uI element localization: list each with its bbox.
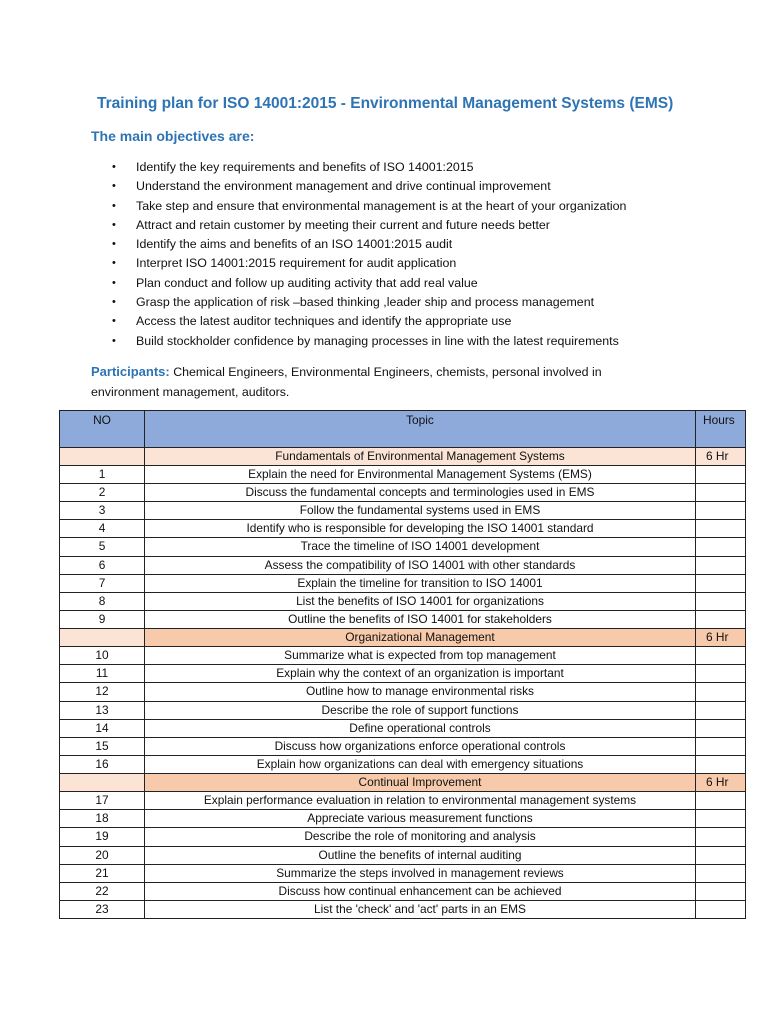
bullet-icon: • (112, 296, 116, 309)
section-no-cell (60, 448, 145, 466)
row-topic: Summarize the steps involved in management reviews (145, 864, 696, 882)
objective-item (112, 254, 626, 273)
objective-text: Attract and retain customer by meeting their current and future needs better (136, 217, 550, 232)
table-body (60, 448, 746, 919)
row-topic: Outline how to manage environmental risks (145, 683, 696, 701)
table-row (60, 864, 746, 882)
objective-text: Interpret ISO 14001:2015 requirement for audit application (136, 256, 457, 271)
row-topic: Describe the role of monitoring and analysis (145, 828, 696, 846)
bullet-icon: • (112, 334, 116, 347)
row-topic: Outline the benefits of ISO 14001 for stakeholders (145, 611, 696, 629)
participants-text: Chemical Engineers, Environmental Engineers, chemists, personal involved in environment management, auditors. (91, 365, 602, 399)
table-row (60, 719, 746, 737)
table-row (60, 846, 746, 864)
table-row (60, 593, 746, 611)
objective-text: Take step and ensure that environmental management is at the heart of your organization (136, 198, 627, 213)
row-topic: Follow the fundamental systems used in EMS (145, 502, 696, 520)
section-hours: 6 Hr (696, 774, 746, 792)
objectives-list (112, 158, 626, 351)
row-topic: Explain the timeline for transition to ISO 14001 (145, 574, 696, 592)
row-topic: Outline the benefits of internal auditing (145, 846, 696, 864)
header-hours: Hours (696, 411, 746, 448)
bullet-icon: • (112, 276, 116, 289)
objective-text: Identify the key requirements and benefits of ISO 14001:2015 (136, 160, 474, 174)
objective-item (112, 235, 626, 254)
table-row (60, 883, 746, 901)
objective-text: Access the latest auditor techniques and identify the appropriate use (136, 314, 512, 329)
table-row (60, 538, 746, 556)
row-number: 15 (60, 738, 145, 756)
table-row (60, 901, 746, 919)
row-topic: Summarize what is expected from top management (145, 647, 696, 665)
table-row (60, 502, 746, 520)
bullet-icon: • (112, 238, 116, 251)
row-hours-cell (696, 611, 746, 629)
row-hours-cell (696, 792, 746, 810)
row-topic: Explain performance evaluation in relation to environmental management systems (145, 792, 696, 810)
bullet-icon: • (112, 180, 116, 193)
row-number: 12 (60, 683, 145, 701)
section-row (60, 629, 746, 647)
row-number: 7 (60, 574, 145, 592)
table-row (60, 828, 746, 846)
table-row (60, 611, 746, 629)
section-hours: 6 Hr (696, 448, 746, 466)
table-row (60, 465, 746, 483)
row-number: 21 (60, 864, 145, 882)
bullet-icon: • (112, 218, 116, 231)
header-topic: Topic (145, 411, 696, 448)
table-row (60, 810, 746, 828)
row-topic: Explain how organizations can deal with emergency situations (145, 756, 696, 774)
row-topic: Identify who is responsible for developing the ISO 14001 standard (145, 520, 696, 538)
row-hours-cell (696, 846, 746, 864)
bullet-icon: • (112, 315, 116, 328)
document-title: Training plan for ISO 14001:2015 - Environmental Management Systems (EMS) (97, 95, 674, 112)
objective-text: Understand the environment management and drive continual improvement (136, 179, 551, 194)
row-hours-cell (696, 647, 746, 665)
row-number: 5 (60, 538, 145, 556)
row-number: 16 (60, 756, 145, 774)
row-hours-cell (696, 810, 746, 828)
table-row (60, 701, 746, 719)
row-topic: Explain the need for Environmental Management Systems (EMS) (145, 465, 696, 483)
row-topic: Assess the compatibility of ISO 14001 with other standards (145, 556, 696, 574)
objectives-heading: The main objectives are: (91, 128, 255, 144)
bullet-icon: • (112, 199, 116, 212)
objective-item (112, 158, 626, 177)
row-number: 22 (60, 883, 145, 901)
row-number: 8 (60, 593, 145, 611)
row-hours-cell (696, 593, 746, 611)
row-hours-cell (696, 719, 746, 737)
objective-item (112, 197, 626, 216)
row-hours-cell (696, 864, 746, 882)
section-row (60, 774, 746, 792)
row-topic: Explain why the context of an organization is important (145, 665, 696, 683)
section-hours: 6 Hr (696, 629, 746, 647)
objective-text: Identify the aims and benefits of an ISO 14001:2015 audit (136, 237, 453, 252)
participants-paragraph (91, 362, 651, 402)
row-number: 2 (60, 483, 145, 501)
row-number: 6 (60, 556, 145, 574)
table-header-row (60, 411, 746, 448)
row-number: 23 (60, 901, 145, 919)
row-hours-cell (696, 538, 746, 556)
objective-item (112, 293, 626, 312)
row-hours-cell (696, 701, 746, 719)
objective-item (112, 312, 626, 331)
row-topic: Define operational controls (145, 719, 696, 737)
row-number: 13 (60, 701, 145, 719)
header-no: NO (60, 411, 145, 448)
objective-text: Grasp the application of risk –based thinking ,leader ship and process management (136, 295, 595, 310)
row-topic: Trace the timeline of ISO 14001 development (145, 538, 696, 556)
row-topic: Discuss the fundamental concepts and terminologies used in EMS (145, 483, 696, 501)
table-row (60, 738, 746, 756)
row-number: 4 (60, 520, 145, 538)
row-number: 14 (60, 719, 145, 737)
row-hours-cell (696, 465, 746, 483)
row-hours-cell (696, 556, 746, 574)
table-row (60, 683, 746, 701)
section-title: Fundamentals of Environmental Management Systems (145, 448, 696, 466)
row-hours-cell (696, 574, 746, 592)
objective-item (112, 177, 626, 196)
row-hours-cell (696, 901, 746, 919)
table-row (60, 574, 746, 592)
row-hours-cell (696, 883, 746, 901)
section-title: Organizational Management (145, 629, 696, 647)
bullet-icon: • (112, 161, 116, 173)
row-topic: Describe the role of support functions (145, 701, 696, 719)
row-topic: List the 'check' and 'act' parts in an EMS (145, 901, 696, 919)
row-number: 17 (60, 792, 145, 810)
row-number: 20 (60, 846, 145, 864)
row-number: 11 (60, 665, 145, 683)
row-topic: Appreciate various measurement functions (145, 810, 696, 828)
row-number: 18 (60, 810, 145, 828)
row-hours-cell (696, 502, 746, 520)
row-number: 10 (60, 647, 145, 665)
row-hours-cell (696, 756, 746, 774)
section-title: Continual Improvement (145, 774, 696, 792)
row-topic: List the benefits of ISO 14001 for organizations (145, 593, 696, 611)
table-row (60, 756, 746, 774)
table-row (60, 556, 746, 574)
row-hours-cell (696, 520, 746, 538)
row-hours-cell (696, 828, 746, 846)
row-number: 3 (60, 502, 145, 520)
objective-item (112, 274, 626, 293)
row-number: 9 (60, 611, 145, 629)
row-hours-cell (696, 683, 746, 701)
bullet-icon: • (112, 257, 116, 270)
participants-label: Participants: (91, 364, 170, 379)
objective-item (112, 332, 626, 351)
training-plan-table (59, 410, 746, 919)
row-hours-cell (696, 483, 746, 501)
table-row (60, 483, 746, 501)
objective-text: Plan conduct and follow up auditing activity that add real value (136, 275, 478, 290)
row-hours-cell (696, 665, 746, 683)
row-number: 19 (60, 828, 145, 846)
table-row (60, 520, 746, 538)
row-number: 1 (60, 465, 145, 483)
row-topic: Discuss how continual enhancement can be achieved (145, 883, 696, 901)
row-hours-cell (696, 738, 746, 756)
section-no-cell (60, 774, 145, 792)
section-row (60, 448, 746, 466)
table-row (60, 665, 746, 683)
table-row (60, 792, 746, 810)
objective-text: Build stockholder confidence by managing processes in line with the latest requirements (136, 333, 619, 348)
row-topic: Discuss how organizations enforce operational controls (145, 738, 696, 756)
objective-item (112, 216, 626, 235)
table-row (60, 647, 746, 665)
section-no-cell (60, 629, 145, 647)
